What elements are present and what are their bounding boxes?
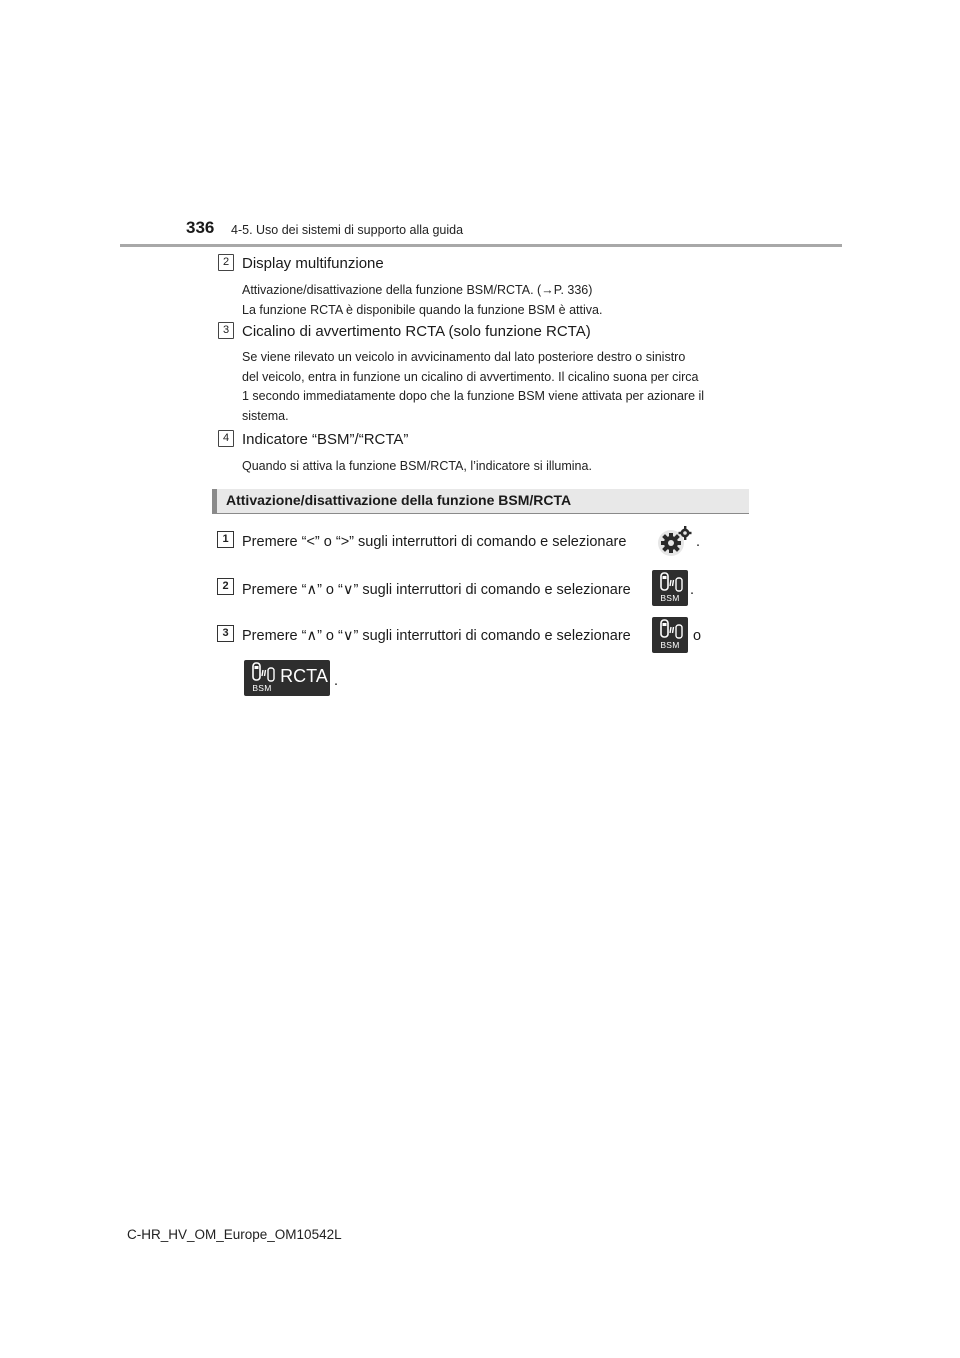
- text-line: sistema.: [242, 408, 289, 423]
- text-line: La funzione RCTA è disponibile quando la funzione BSM è attiva.: [242, 302, 603, 317]
- section-title: 4-5. Uso dei sistemi di supporto alla guida: [231, 223, 464, 237]
- item-number-badge: 3: [218, 322, 234, 339]
- item-description: [242, 457, 746, 477]
- item-title-buzzer: Cicalino di avvertimento RCTA (solo funzione RCTA): [242, 323, 591, 340]
- text-line: del veicolo, entra in funzione un cicalino di avvertimento. Il cicalino suona per circa: [242, 369, 699, 384]
- subsection-title: Attivazione/disattivazione della funzione BSM/RCTA: [226, 492, 572, 508]
- bsm-icon: [652, 570, 688, 606]
- item-description: [242, 281, 746, 320]
- rcta-icon-label: RCTA: [280, 666, 328, 686]
- subsection-rule: [212, 513, 749, 514]
- step-number-badge: 3: [217, 625, 234, 642]
- header-rule: [120, 244, 842, 247]
- text-line: Quando si attiva la funzione BSM/RCTA, l’indicatore si illumina.: [242, 459, 592, 473]
- step-text-suffix: .: [690, 582, 695, 598]
- step-text-suffix: o: [693, 628, 702, 644]
- settings-gear-icon: [656, 524, 694, 558]
- step-number-badge: 2: [217, 578, 234, 595]
- step-text-suffix: .: [696, 534, 701, 550]
- bsm-icon-label: BSM: [252, 683, 272, 693]
- step-text: Premere “∧” o “∨” sugli interruttori di comando e selezionare: [242, 582, 631, 598]
- bsm-icon: [652, 617, 688, 653]
- bsm-icon-label: BSM: [660, 640, 680, 650]
- item-title-indicator: Indicatore “BSM”/“RCTA”: [242, 431, 409, 448]
- step-text: Premere “<” o “>” sugli interruttori di comando e selezionare: [242, 534, 627, 550]
- item-title-display: Display multifunzione: [242, 255, 384, 272]
- item-number-badge: 2: [218, 254, 234, 271]
- item-description: [242, 348, 746, 426]
- footer-document-code: C-HR_HV_OM_Europe_OM10542L: [127, 1227, 342, 1242]
- page-number: 336: [186, 218, 215, 237]
- subsection-accent: [212, 489, 217, 513]
- step-number-badge: 1: [217, 531, 234, 548]
- text-line: 1 secondo immediatamente dopo che la funzione BSM viene attivata per azionare il: [242, 389, 705, 403]
- bsm-rcta-icon: [244, 660, 330, 696]
- item-number-badge: 4: [218, 430, 234, 447]
- text-line: Attivazione/disattivazione della funzione BSM/RCTA. (→P. 336): [242, 283, 593, 297]
- bsm-icon-label: BSM: [660, 593, 680, 603]
- text-line: Se viene rilevato un veicolo in avvicinamento dal lato posteriore destro o sinistro: [242, 350, 686, 364]
- subsection-bar: [212, 489, 749, 513]
- step-text-continuation: .: [334, 673, 339, 689]
- step-text: Premere “∧” o “∨” sugli interruttori di comando e selezionare: [242, 628, 631, 644]
